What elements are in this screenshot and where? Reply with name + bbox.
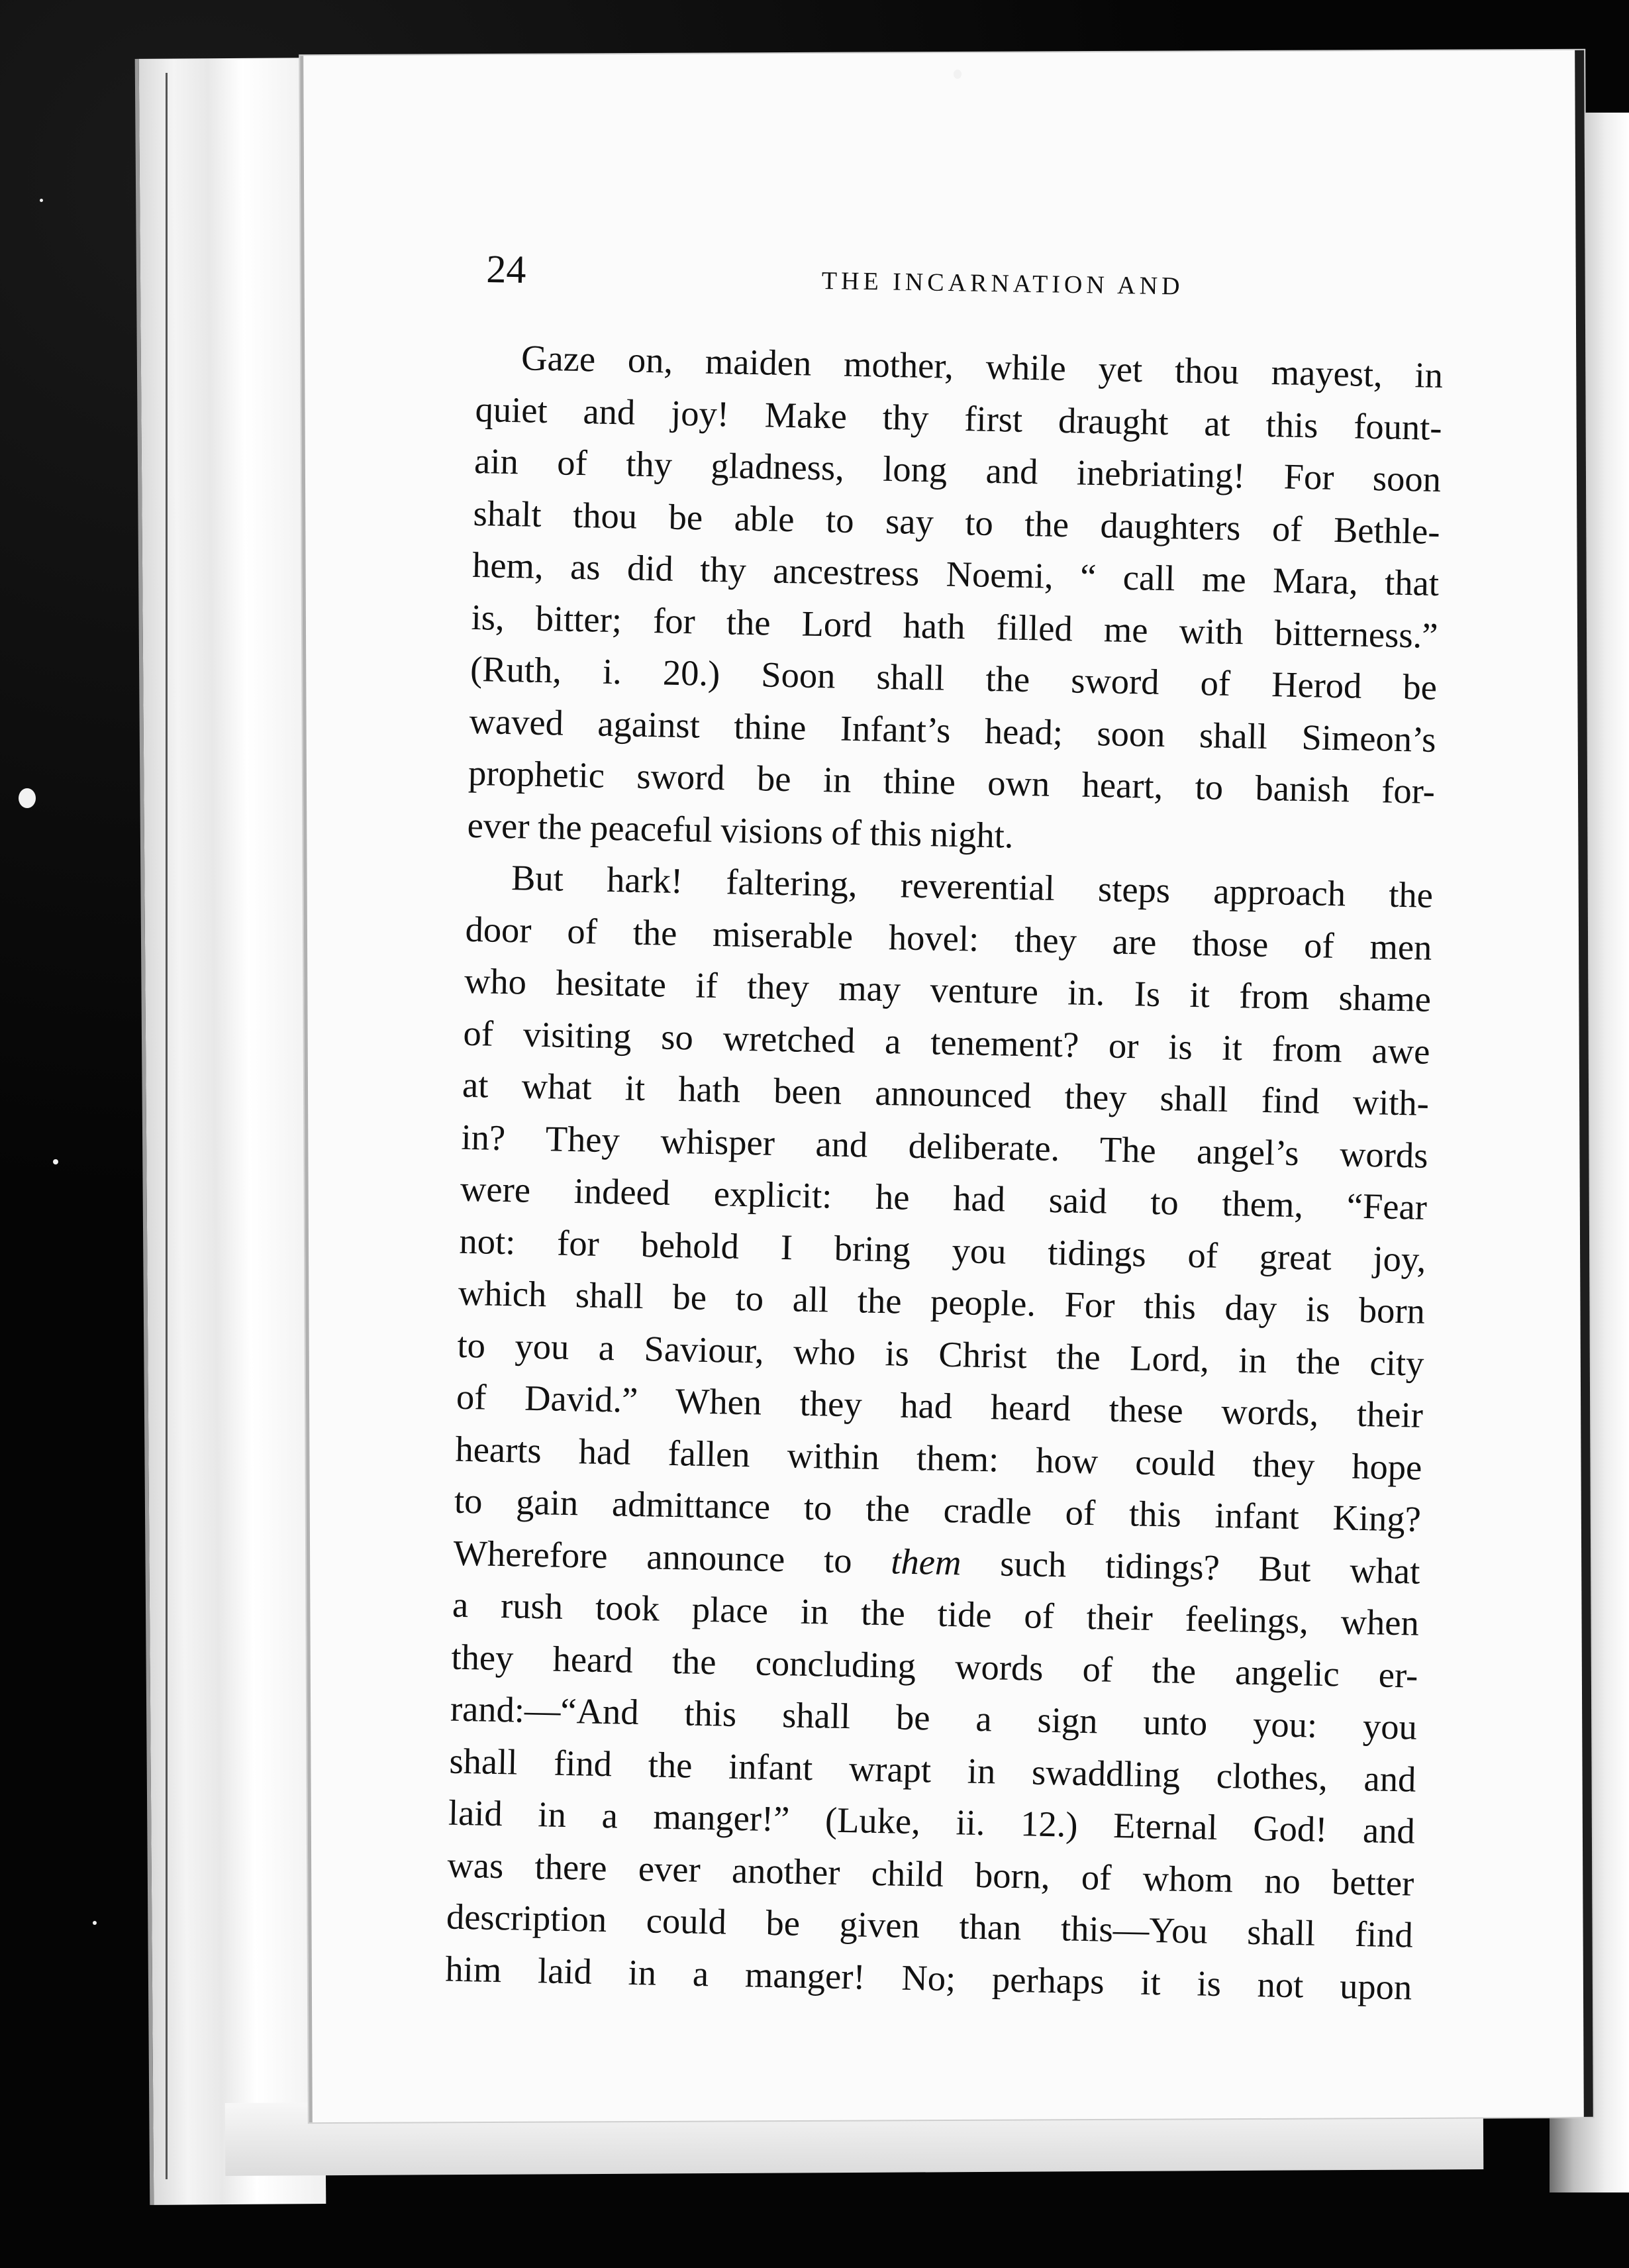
text-line: prophetic sword be in thine own heart, to banish for- <box>468 752 1436 811</box>
text-line: rand:—“And this shall be a sign unto you: you <box>450 1688 1418 1747</box>
italic-word: them <box>890 1540 962 1582</box>
text-line: waved against thine Infant’s head; soon shall Simeon’s <box>469 700 1437 760</box>
text-line: shall find the infant wrapt in swaddling clothes, and <box>448 1740 1416 1800</box>
text-line: who hesitate if they may venture in. Is it from shame <box>464 960 1432 1019</box>
text-line: ever the peaceful visions of this night. <box>467 804 1014 856</box>
text-line: a rush took place in the tide of their feelings, when <box>452 1584 1420 1643</box>
scan-speck <box>19 788 36 808</box>
text-line: was there ever another child born, of whom no better <box>446 1844 1414 1904</box>
book-spine-edge <box>166 73 168 2179</box>
body-text <box>445 331 1444 2014</box>
running-head: THE INCARNATION AND <box>821 266 1184 301</box>
text-line: they heard the concluding words of the angelic er- <box>451 1636 1418 1696</box>
text-line: ain of thy gladness, long and inebriating! For soon <box>473 440 1442 499</box>
text-line: shalt thou be able to say to the daughters of Bethle- <box>473 492 1441 552</box>
text-line: Gaze on, maiden mother, while yet thou mayest, in <box>520 337 1444 396</box>
text-line: of visiting so wretched a tenement? or is it from awe <box>463 1012 1430 1072</box>
text-segment: Wherefore announce to <box>453 1532 892 1581</box>
text-line: were indeed explicit: he had said to them, “Fear <box>460 1168 1428 1227</box>
text-line: description could be given than this—You shall find <box>446 1896 1414 1955</box>
text-line: hearts had fallen within them: how could they hope <box>455 1428 1422 1488</box>
text-line: to you a Saviour, who is Christ the Lord, in the city <box>457 1324 1424 1384</box>
book-left-board <box>135 58 326 2205</box>
scan-speck <box>40 199 43 202</box>
text-line: door of the miserable hovel: they are those of men <box>465 908 1433 968</box>
scan-speck <box>954 70 962 79</box>
scan-speck <box>53 1159 58 1164</box>
text-line: not: for behold I bring you tidings of great joy, <box>459 1220 1426 1280</box>
text-line: to gain admittance to the cradle of this infant King? <box>454 1480 1422 1539</box>
text-line: him laid in a manger! No; perhaps it is not upon <box>444 1948 1412 2008</box>
page-number: 24 <box>485 246 526 291</box>
text-line: hem, as did thy ancestress Noemi, “ call me Mara, that <box>471 544 1440 603</box>
text-line: quiet and joy! Make thy first draught at this fount- <box>475 388 1443 448</box>
text-segment: such tidings? But what <box>960 1541 1420 1592</box>
text-line: in? They whisper and deliberate. The angel’s words <box>461 1116 1428 1176</box>
text-line: which shall be to all the people. For this day is born <box>458 1272 1426 1331</box>
text-line: (Ruth, i. 20.) Soon shall the sword of Herod be <box>469 648 1438 707</box>
scan-speck <box>93 1921 97 1925</box>
text-line: at what it hath been announced they shall find with- <box>462 1064 1430 1123</box>
text-line: is, bitter; for the Lord hath filled me with bitterness.” <box>471 596 1439 656</box>
text-line: But hark! faltering, reverential steps approach the <box>511 857 1434 915</box>
text-line: laid in a manger!” (Luke, ii. 12.) Eternal God! and <box>448 1792 1416 1851</box>
text-line: of David.” When they had heard these words, their <box>456 1376 1424 1435</box>
